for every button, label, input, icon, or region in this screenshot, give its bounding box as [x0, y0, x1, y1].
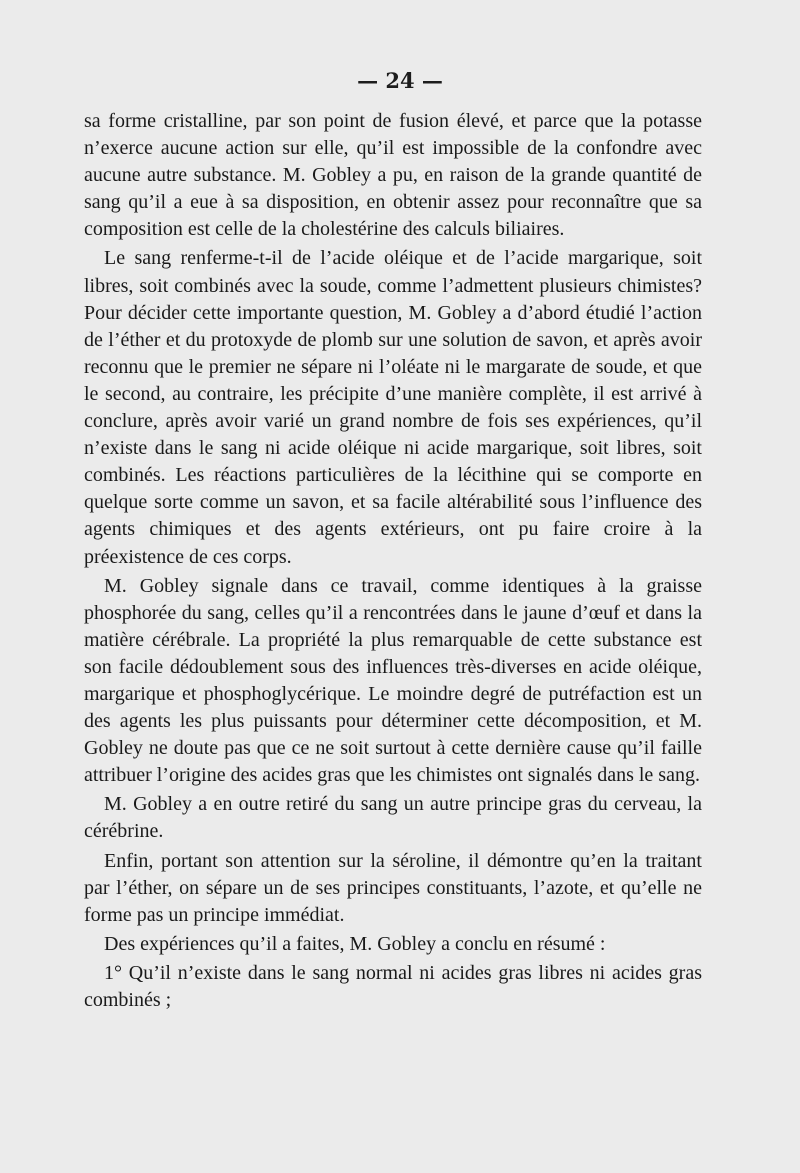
paragraph-2: Le sang renferme-t-il de l’acide oléique et de l’acide margarique, soit libres, soit combinés avec la soude, comme l’admettent plusieurs chimistes? Pour décider cette importante question, M. Gobley a d’abord étudié l’action de l’éther et du protoxyde de plomb sur une solution de savon, et après avoir reconnu que le premier ne sépare ni l’oléate ni le margarate de soude, et que le second, au contraire, les précipite d’une manière complète, il est arrivé à conclure, après avoir varié un grand nombre de fois ses expériences, qu’il n’existe dans le sang ni acide oléique ni acide margarique, soit libres, soit combinés. Les réactions particulières de la lécithine qui se comporte en quelque sorte comme un savon, et sa facile altérabilité sous l’influence des agents chimiques et des agents extérieurs, ont pu faire croire à la préexistence de ces corps.: [84, 247, 702, 568]
paragraph-6: Des expériences qu’il a faites, M. Gobley a conclu en résumé :: [104, 932, 606, 955]
paragraph-3: M. Gobley signale dans ce travail, comme identiques à la graisse phosphorée du sang, celles qu’il a rencontrées dans le jaune d’œuf et dans la matière cérébrale. La propriété la plus remarquable de cette substance est son facile dédoublement sous des influences très-diverses en acide oléique, margarique et phosphoglycérique. Le moindre degré de putréfaction est un des agents les plus puissants pour déterminer cette décomposition, et M. Gobley ne doute pas que ce ne soit surtout à cette dernière cause qu’il faille attribuer l’origine des acides gras que les chimistes ont signalés dans le sang.: [84, 574, 702, 787]
page-number: — 24 —: [357, 68, 443, 93]
paragraph-7: 1° Qu’il n’existe dans le sang normal ni acides gras libres ni acides gras combinés ;: [84, 961, 702, 1011]
paragraph-1: sa forme cristalline, par son point de fusion élevé, et parce que la potasse n’exerce aucune action sur elle, qu’il est impossible de la confondre avec aucune autre substance. M. Gobley a pu, en raison de la grande quantité de sang qu’il a eue à sa disposition, en obtenir assez pour reconnaître que sa composition est celle de la cholestérine des calculs biliaires.: [84, 110, 702, 241]
body-text: [84, 108, 702, 1014]
paragraph-5: Enfin, portant son attention sur la séroline, il démontre qu’en la traitant par l’éther, on sépare un de ses principes constituants, l’azote, et qu’elle ne forme pas un principe immédiat.: [84, 849, 702, 926]
paragraph-4: M. Gobley a en outre retiré du sang un autre principe gras du cerveau, la cérébrine.: [84, 793, 702, 843]
